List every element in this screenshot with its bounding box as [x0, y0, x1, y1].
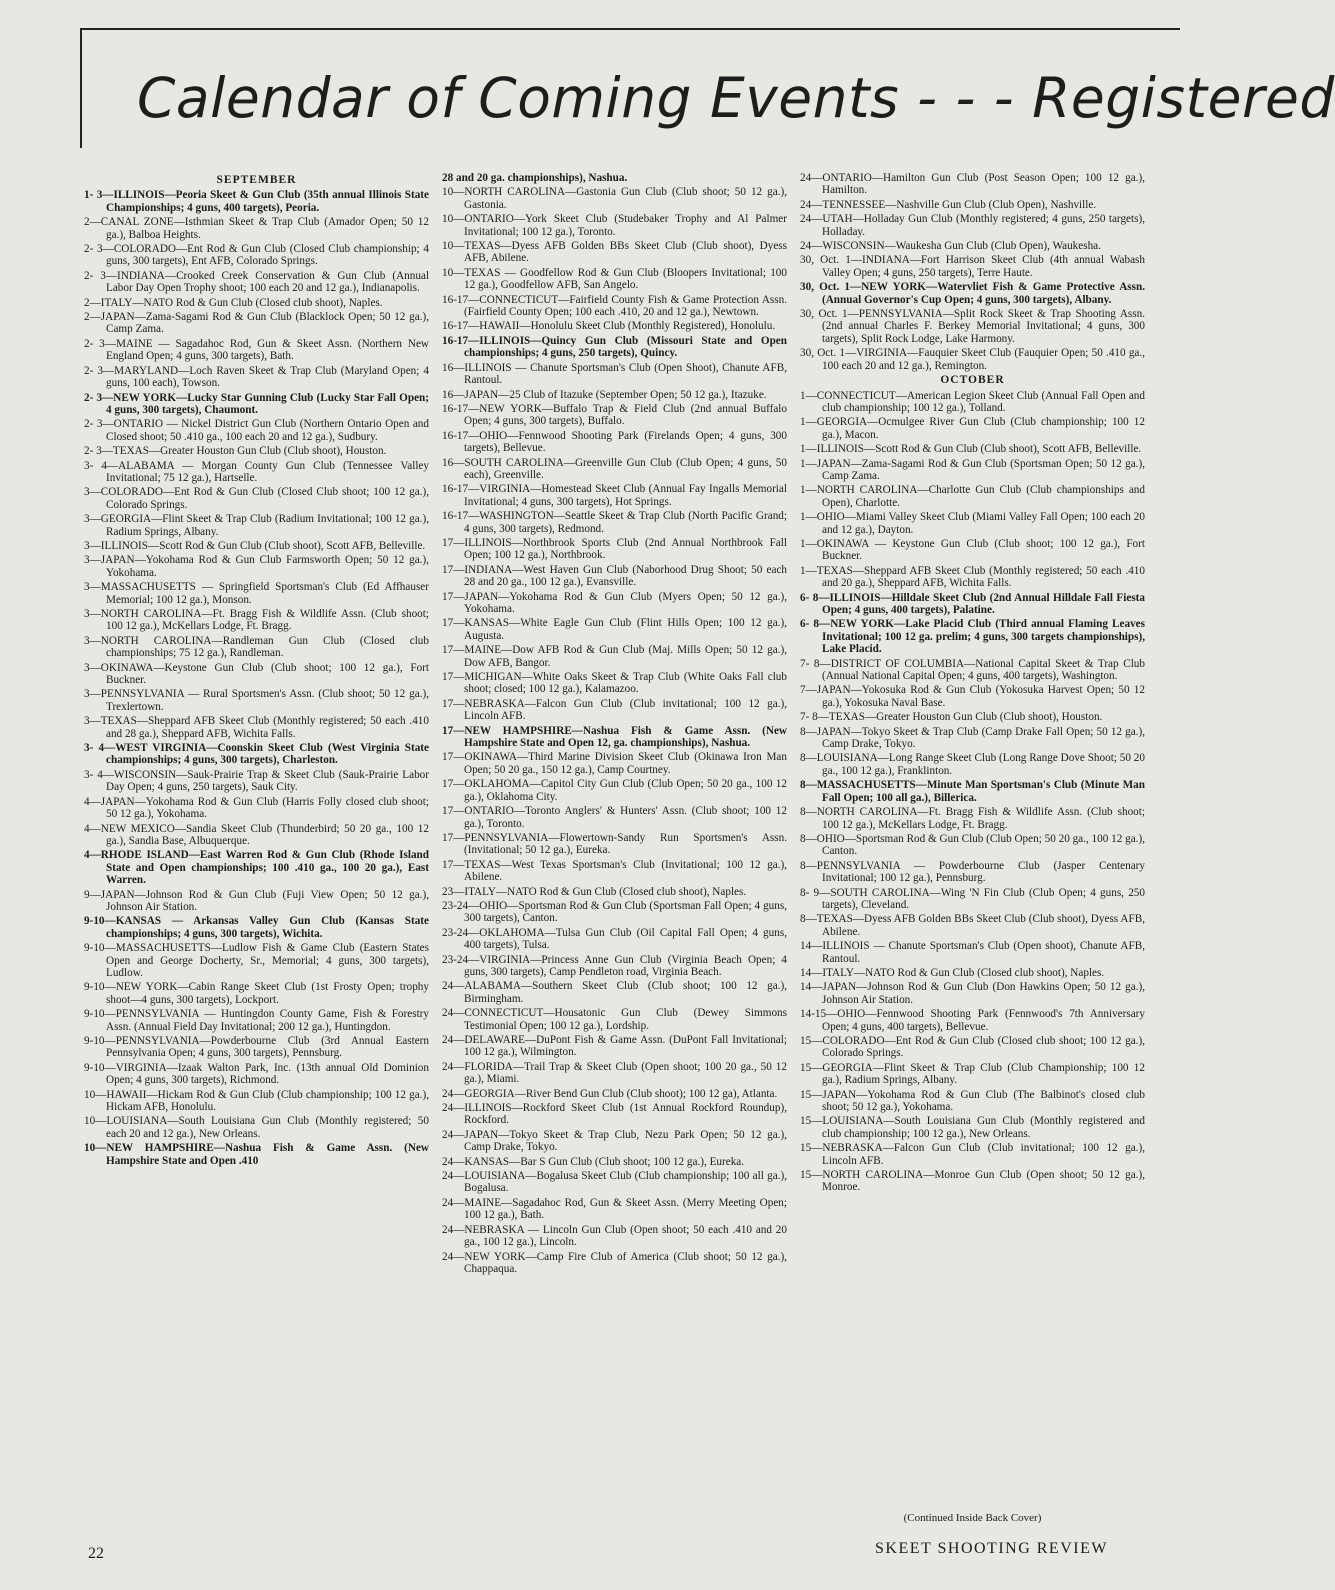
event-entry: 15—COLORADO—Ent Rod & Gun Club (Closed club shoot; 100 12 ga.), Colorado Springs.	[800, 1035, 1145, 1060]
page-number: 22	[88, 1545, 104, 1562]
event-entry: 28 and 20 ga. championships), Nashua.	[442, 172, 628, 184]
event-entry: 8—TEXAS—Dyess AFB Golden BBs Skeet Club (Club shoot), Dyess AFB, Abilene.	[800, 913, 1145, 938]
event-entry: 24—GEORGIA—River Bend Gun Club (Club shoot); 100 12 ga), Atlanta.	[442, 1087, 778, 1100]
event-entry: 3—TEXAS—Sheppard AFB Skeet Club (Monthly registered; 50 each .410 and 28 ga.), Sheppard AFB, Wichita Falls.	[84, 715, 429, 740]
month-heading: OCTOBER	[940, 374, 1005, 387]
event-entry: 10—TEXAS — Goodfellow Rod & Gun Club (Bloopers Invitational; 100 12 ga.), Goodfellow AFB, San Angelo.	[442, 266, 787, 292]
event-entry: 23-24—OKLAHOMA—Tulsa Gun Club (Oil Capital Fall Open; 4 guns, 400 targets), Tulsa.	[442, 926, 787, 952]
event-entry: 2—CANAL ZONE—Isthmian Skeet & Trap Club (Amador Open; 50 12 ga.), Balboa Heights.	[84, 216, 429, 241]
event-entry: 6- 8—ILLINOIS—Hilldale Skeet Club (2nd Annual Hilldale Fall Fiesta Open; 4 guns, 400 targets), Palatine.	[800, 591, 1145, 616]
event-entry: 30, Oct. 1—VIRGINIA—Fauquier Skeet Club (Fauquier Open; 50 .410 ga., 100 each 20 and 12 ga.), Remington.	[800, 347, 1145, 372]
event-entry: 24—ILLINOIS—Rockford Skeet Club (1st Annual Rockford Roundup), Rockford.	[442, 1102, 787, 1127]
event-entry: 3—COLORADO—Ent Rod & Gun Club (Closed Club shoot; 100 12 ga.), Colorado Springs.	[84, 486, 429, 511]
event-entry: 2—ITALY—NATO Rod & Gun Club (Closed club shoot), Naples.	[84, 296, 383, 309]
events-column-2	[442, 172, 787, 1277]
event-entry: 4—JAPAN—Yokohama Rod & Gun Club (Harris Folly closed club shoot; 50 12 ga.), Yokohama.	[84, 795, 429, 821]
event-entry: 15—JAPAN—Yokohama Rod & Gun Club (The Balbinot's closed club shoot; 50 12 ga.), Yokohama.	[800, 1088, 1145, 1114]
magazine-name: SKEET SHOOTING REVIEW	[875, 1540, 1108, 1557]
event-entry: 16-17—ILLINOIS—Quincy Gun Club (Missouri State and Open championships; 4 guns, 250 targets), Quincy.	[442, 334, 787, 360]
events-column-3	[800, 172, 1145, 1196]
event-entry: 24—JAPAN—Tokyo Skeet & Trap Club, Nezu Park Open; 50 12 ga.), Camp Drake, Tokyo.	[442, 1128, 787, 1154]
event-entry: 17—ILLINOIS—Northbrook Sports Club (2nd Annual Northbrook Fall Open; 100 12 ga.), Northbrook.	[442, 536, 787, 562]
event-entry: 17—ONTARIO—Toronto Anglers' & Hunters' Assn. (Club shoot; 100 12 ga.), Toronto.	[442, 805, 787, 830]
event-entry: 7—JAPAN—Yokosuka Rod & Gun Club (Yokosuka Harvest Open; 50 12 ga.), Yokosuka Naval Base.	[800, 684, 1145, 709]
event-entry: 3—GEORGIA—Flint Skeet & Trap Club (Radium Invitational; 100 12 ga.), Radium Springs, Albany.	[84, 513, 429, 538]
event-entry: 17—OKLAHOMA—Capitol City Gun Club (Club Open; 50 20 ga., 100 12 ga.), Oklahoma City.	[442, 778, 787, 803]
event-entry: 24—NEW YORK—Camp Fire Club of America (Club shoot; 50 12 ga.), Chappaqua.	[442, 1250, 787, 1275]
event-entry: 3—JAPAN—Yokohama Rod & Gun Club Farmsworth Open; 50 12 ga.), Yokohama.	[84, 554, 429, 579]
event-entry: 24—WISCONSIN—Waukesha Gun Club (Club Open), Waukesha.	[800, 240, 1101, 253]
event-entry: 15—GEORGIA—Flint Skeet & Trap Club (Club Championship; 100 12 ga.), Radium Springs, Albany.	[800, 1061, 1145, 1087]
event-entry: 16-17—WASHINGTON—Seattle Skeet & Trap Club (North Pacific Grand; 4 guns, 300 targets), Redmond.	[442, 510, 787, 535]
event-entry: 8—MASSACHUSETTS—Minute Man Sportsman's Club (Minute Man Fall Open; 100 all ga.), Billerica.	[800, 779, 1145, 804]
event-entry: 17—MAINE—Dow AFB Rod & Gun Club (Maj. Mills Open; 50 12 ga.), Dow AFB, Bangor.	[442, 644, 787, 669]
event-entry: 2- 3—NEW YORK—Lucky Star Gunning Club (Lucky Star Fall Open; 4 guns, 300 targets), Chaumont.	[84, 391, 429, 416]
event-entry: 1—TEXAS—Sheppard AFB Skeet Club (Monthly registered; 50 each .410 and 20 ga.), Sheppard AFB, Wichita Falls.	[800, 564, 1145, 590]
event-entry: 4—NEW MEXICO—Sandia Skeet Club (Thunderbird; 50 20 ga., 100 12 ga.), Sandia Base, Albuquerque.	[84, 822, 429, 847]
events-column-1	[84, 172, 429, 1169]
event-entry: 8- 9—SOUTH CAROLINA—Wing 'N Fin Club (Club Open; 4 guns, 250 targets), Cleveland.	[800, 886, 1145, 911]
event-entry: 14—ILLINOIS — Chanute Sportsman's Club (Open shoot), Chanute AFB, Rantoul.	[800, 940, 1145, 965]
event-entry: 24—DELAWARE—DuPont Fish & Game Assn. (DuPont Fall Invitational; 100 12 ga.), Wilmington.	[442, 1034, 787, 1059]
event-entry: 8—NORTH CAROLINA—Ft. Bragg Fish & Wildlife Assn. (Club shoot; 100 12 ga.), McKellars Lodge, Ft. Bragg.	[800, 806, 1145, 831]
event-entry: 2- 3—MAINE — Sagadahoc Rod, Gun & Skeet Assn. (Northern New England Open; 4 guns, 300 targets), Bath.	[84, 337, 429, 363]
event-entry: 9—JAPAN—Johnson Rod & Gun Club (Fuji View Open; 50 12 ga.), Johnson Air Station.	[84, 888, 429, 913]
event-entry: 16-17—CONNECTICUT—Fairfield County Fish & Game Protection Assn. (Fairfield County Open; 100 each .410, 20 and 12 ga.), Newtown.	[442, 293, 787, 319]
event-entry: 3—NORTH CAROLINA—Randleman Gun Club (Closed club championships; 75 12 ga.), Randleman.	[84, 634, 429, 660]
event-entry: 24—CONNECTICUT—Housatonic Gun Club (Dewey Simmons Testimonial Open; 100 12 ga.), Lordship.	[442, 1007, 787, 1032]
event-entry: 16-17—NEW YORK—Buffalo Trap & Field Club (2nd annual Buffalo Open; 4 guns, 300 targets), Buffalo.	[442, 402, 787, 428]
event-entry: 17—INDIANA—West Haven Gun Club (Naborhood Drug Shoot; 50 each 28 and 20 ga., 100 12 ga.), Evansville.	[442, 563, 787, 589]
event-entry: 2- 3—TEXAS—Greater Houston Gun Club (Club shoot), Houston.	[84, 445, 387, 458]
event-entry: 1—ILLINOIS—Scott Rod & Gun Club (Club shoot), Scott AFB, Belleville.	[800, 443, 1142, 456]
event-entry: 30, Oct. 1—NEW YORK—Watervliet Fish & Game Protective Assn. (Annual Governor's Cup Open; 4 guns, 300 targets), Albany.	[800, 281, 1145, 306]
event-entry: 3- 4—ALABAMA — Morgan County Gun Club (Tennessee Valley Invitational; 75 12 ga.), Hartselle.	[84, 459, 429, 484]
event-entry: 1—OHIO—Miami Valley Skeet Club (Miami Valley Fall Open; 100 each 20 and 12 ga.), Dayton.	[800, 511, 1145, 536]
event-entry: 7- 8—TEXAS—Greater Houston Gun Club (Club shoot), Houston.	[800, 711, 1103, 724]
event-entry: 10—HAWAII—Hickam Rod & Gun Club (Club championship; 100 12 ga.), Hickam AFB, Honolulu.	[84, 1088, 429, 1114]
event-entry: 15—NEBRASKA—Falcon Gun Club (Club invitational; 100 12 ga.), Lincoln AFB.	[800, 1142, 1145, 1167]
event-entry: 2- 3—ONTARIO — Nickel District Gun Club (Northern Ontario Open and Closed shoot; 50 .410 ga., 100 each 20 and 12 ga.), Sudbury.	[84, 418, 429, 443]
event-entry: 3- 4—WISCONSIN—Sauk-Prairie Trap & Skeet Club (Sauk-Prairie Labor Day Open; 4 guns, 250 targets), Sauk City.	[84, 768, 429, 794]
event-entry: 3- 4—WEST VIRGINIA—Coonskin Skeet Club (West Virginia State championships; 4 guns, 300 targets), Charleston.	[84, 742, 429, 767]
event-entry: 10—NEW HAMPSHIRE—Nashua Fish & Game Assn. (New Hampshire State and Open .410	[84, 1142, 429, 1167]
event-entry: 1—NORTH CAROLINA—Charlotte Gun Club (Club championships and Open), Charlotte.	[800, 484, 1145, 509]
event-entry: 8—OHIO—Sportsman Rod & Gun Club (Club Open; 50 20 ga., 100 12 ga.), Canton.	[800, 832, 1145, 858]
event-entry: 10—TEXAS—Dyess AFB Golden BBs Skeet Club (Club shoot), Dyess AFB, Abilene.	[442, 240, 787, 265]
event-entry: 17—PENNSYLVANIA—Flowertown-Sandy Run Sportsmen's Assn. (Invitational; 50 12 ga.), Eureka.	[442, 831, 787, 857]
event-entry: 9-10—PENNSYLVANIA—Powderbourne Club (3rd Annual Eastern Pennsylvania Open; 4 guns, 300 targets), Pennsburg.	[84, 1035, 429, 1060]
event-entry: 4—RHODE ISLAND—East Warren Rod & Gun Club (Rhode Island State and Open championships; 100 .410 ga., 100 20 ga.), East Warren.	[84, 849, 429, 887]
event-entry: 2- 3—MARYLAND—Loch Raven Skeet & Trap Club (Maryland Open; 4 guns, 100 each), Towson.	[84, 364, 429, 390]
event-entry: 10—ONTARIO—York Skeet Club (Studebaker Trophy and Al Palmer Invitational; 100 12 ga.), Toronto.	[442, 213, 787, 238]
event-entry: 23—ITALY—NATO Rod & Gun Club (Closed club shoot), Naples.	[442, 885, 747, 898]
event-entry: 17—TEXAS—West Texas Sportsman's Club (Invitational; 100 12 ga.), Abilene.	[442, 858, 787, 884]
event-entry: 1—GEORGIA—Ocmulgee River Gun Club (Club championship; 100 12 ga.), Macon.	[800, 416, 1145, 441]
month-heading: SEPTEMBER	[216, 174, 297, 186]
event-entry: 14—ITALY—NATO Rod & Gun Club (Closed club shoot), Naples.	[800, 966, 1105, 979]
event-entry: 17—NEW HAMPSHIRE—Nashua Fish & Game Assn. (New Hampshire State and Open 12, ga. championships), Nashua.	[442, 724, 787, 750]
event-entry: 24—FLORIDA—Trail Trap & Skeet Club (Open shoot; 100 20 ga., 50 12 ga.), Miami.	[442, 1060, 787, 1086]
event-entry: 30, Oct. 1—PENNSYLVANIA—Split Rock Skeet & Trap Shooting Assn. (2nd annual Charles F. Berkey Memorial Invitational; 4 guns, 300 targets), Split Rock Lodge, Lake Harmony.	[800, 308, 1145, 345]
event-entry: 3—ILLINOIS—Scott Rod & Gun Club (Club shoot), Scott AFB, Belleville.	[84, 539, 426, 552]
event-entry: 16—SOUTH CAROLINA—Greenville Gun Club (Club Open; 4 guns, 50 each), Greenville.	[442, 456, 787, 481]
event-entry: 14-15—OHIO—Fennwood Shooting Park (Fennwood's 7th Anniversary Open; 4 guns, 400 targets), Bellevue.	[800, 1008, 1145, 1033]
event-entry: 23-24—VIRGINIA—Princess Anne Gun Club (Virginia Beach Open; 4 guns, 300 targets), Camp Pendleton road, Virginia Beach.	[442, 953, 787, 978]
event-entry: 2—JAPAN—Zama-Sagami Rod & Gun Club (Blacklock Open; 50 12 ga.), Camp Zama.	[84, 311, 429, 336]
event-entry: 17—KANSAS—White Eagle Gun Club (Flint Hills Open; 100 12 ga.), Augusta.	[442, 617, 787, 642]
event-entry: 24—KANSAS—Bar S Gun Club (Club shoot; 100 12 ga.), Eureka.	[442, 1155, 745, 1168]
event-entry: 8—JAPAN—Tokyo Skeet & Trap Club (Camp Drake Fall Open; 50 12 ga.), Camp Drake, Tokyo.	[800, 725, 1145, 751]
event-entry: 2- 3—INDIANA—Crooked Creek Conservation & Gun Club (Annual Labor Day Open Trophy shoot; 100 each 20 and 12 ga.), Indianapolis.	[84, 269, 429, 295]
title-banner	[80, 28, 1335, 148]
event-entry: 9-10—NEW YORK—Cabin Range Skeet Club (1st Frosty Open; trophy shoot—4 guns, 300 targets), Lockport.	[84, 981, 429, 1006]
event-entry: 16-17—HAWAII—Honolulu Skeet Club (Monthly Registered), Honolulu.	[442, 320, 776, 333]
event-entry: 6- 8—NEW YORK—Lake Placid Club (Third annual Flaming Leaves Invitational; 100 12 ga. prelim; 4 guns, 300 targets championships), Lake Placid.	[800, 618, 1145, 656]
event-entry: 7- 8—DISTRICT OF COLUMBIA—National Capital Skeet & Trap Club (Annual National Capital Open; 4 guns, 400 targets), Washington.	[800, 657, 1145, 683]
event-entry: 24—NEBRASKA — Lincoln Gun Club (Open shoot; 50 each .410 and 20 ga., 100 12 ga.), Lincoln.	[442, 1223, 787, 1249]
event-entry: 15—LOUISIANA—South Louisiana Gun Club (Monthly registered and club championship; 100 12 ga.), New Orleans.	[800, 1115, 1145, 1140]
event-entry: 30, Oct. 1—INDIANA—Fort Harrison Skeet Club (4th annual Wabash Valley Open; 4 guns, 250 targets), Terre Haute.	[800, 254, 1145, 279]
event-entry: 10—NORTH CAROLINA—Gastonia Gun Club (Club shoot; 50 12 ga.), Gastonia.	[442, 186, 787, 211]
event-entry: 17—MICHIGAN—White Oaks Skeet & Trap Club (White Oaks Fall club shoot; closed; 100 12 ga.), Kalamazoo.	[442, 671, 787, 696]
event-entry: 23-24—OHIO—Sportsman Rod & Gun Club (Sportsman Fall Open; 4 guns, 300 targets), Canton.	[442, 899, 787, 925]
event-entry: 9-10—KANSAS — Arkansas Valley Gun Club (Kansas State championships; 4 guns, 300 targets), Wichita.	[84, 915, 429, 940]
event-entry: 3—OKINAWA—Keystone Gun Club (Club shoot; 100 12 ga.), Fort Buckner.	[84, 661, 429, 687]
event-entry: 9-10—MASSACHUSETTS—Ludlow Fish & Game Club (Eastern States Open and George Docherty, Sr., Memorial; 4 guns, 300 targets), Ludlow.	[84, 942, 429, 979]
page-title: Calendar of Coming Events - - - Registered	[137, 66, 1335, 130]
event-entry: 17—JAPAN—Yokohama Rod & Gun Club (Myers Open; 50 12 ga.), Yokohama.	[442, 590, 787, 615]
event-entry: 1- 3—ILLINOIS—Peoria Skeet & Gun Club (35th annual Illinois State Championships; 4 guns, 400 targets), Peoria.	[84, 189, 429, 214]
continued-note: (Continued Inside Back Cover)	[903, 1512, 1042, 1524]
event-entry: 3—NORTH CAROLINA—Ft. Bragg Fish & Wildlife Assn. (Club shoot; 100 12 ga.), McKellars Lodge, Ft. Bragg.	[84, 608, 429, 633]
event-entry: 16—ILLINOIS — Chanute Sportsman's Club (Open Shoot), Chanute AFB, Rantoul.	[442, 361, 787, 387]
event-entry: 16—JAPAN—25 Club of Itazuke (September Open; 50 12 ga.), Itazuke.	[442, 388, 767, 401]
event-entry: 17—NEBRASKA—Falcon Gun Club (Club invitational; 100 12 ga.), Lincoln AFB.	[442, 697, 787, 723]
event-entry: 24—ONTARIO—Hamilton Gun Club (Post Season Open; 100 12 ga.), Hamilton.	[800, 172, 1145, 197]
event-entry: 24—ALABAMA—Southern Skeet Club (Club shoot; 100 12 ga.), Birmingham.	[442, 980, 787, 1005]
event-entry: 24—MAINE—Sagadahoc Rod, Gun & Skeet Assn. (Merry Meeting Open; 100 12 ga.), Bath.	[442, 1196, 787, 1222]
event-entry: 8—PENNSYLVANIA — Powderbourne Club (Jasper Centenary Invitational; 100 12 ga.), Pennsburg.	[800, 859, 1145, 885]
event-entry: 3—PENNSYLVANIA — Rural Sportsmen's Assn. (Club shoot; 50 12 ga.), Trexlertown.	[84, 688, 429, 713]
event-entry: 15—NORTH CAROLINA—Monroe Gun Club (Open shoot; 50 12 ga.), Monroe.	[800, 1169, 1145, 1194]
event-entry: 24—TENNESSEE—Nashville Gun Club (Club Open), Nashville.	[800, 198, 1097, 211]
event-entry: 14—JAPAN—Johnson Rod & Gun Club (Don Hawkins Open; 50 12 ga.), Johnson Air Station.	[800, 981, 1145, 1006]
event-entry: 16-17—OHIO—Fennwood Shooting Park (Firelands Open; 4 guns, 300 targets), Bellevue.	[442, 429, 787, 455]
event-entry: 16-17—VIRGINIA—Homestead Skeet Club (Annual Fay Ingalls Memorial Invitational; 4 guns, 300 targets), Hot Springs.	[442, 483, 787, 508]
event-entry: 8—LOUISIANA—Long Range Skeet Club (Long Range Dove Shoot; 50 20 ga., 100 12 ga.), Franklinton.	[800, 752, 1145, 777]
event-entry: 3—MASSACHUSETTS — Springfield Sportsman's Club (Ed Affhauser Memorial; 100 12 ga.), Monson.	[84, 581, 429, 606]
event-entry: 2- 3—COLORADO—Ent Rod & Gun Club (Closed Club championship; 4 guns, 300 targets), Ent AFB, Colorado Springs.	[84, 243, 429, 268]
event-entry: 10—LOUISIANA—South Louisiana Gun Club (Monthly registered; 50 each 20 and 12 ga.), New Orleans.	[84, 1115, 429, 1140]
event-entry: 9-10—VIRGINIA—Izaak Walton Park, Inc. (13th annual Old Dominion Open; 4 guns, 300 targets), Richmond.	[84, 1061, 429, 1087]
event-entry: 24—LOUISIANA—Bogalusa Skeet Club (Club championship; 100 all ga.), Bogalusa.	[442, 1170, 787, 1195]
event-entry: 9-10—PENNSYLVANIA — Huntingdon County Game, Fish & Forestry Assn. (Annual Field Day Invitational; 200 12 ga.), Huntingdon.	[84, 1008, 429, 1033]
event-entry: 17—OKINAWA—Third Marine Division Skeet Club (Okinawa Iron Man Open; 50 20 ga., 150 12 ga.), Camp Courtney.	[442, 751, 787, 776]
event-entry: 1—JAPAN—Zama-Sagami Rod & Gun Club (Sportsman Open; 50 12 ga.), Camp Zama.	[800, 457, 1145, 482]
event-entry: 24—UTAH—Holladay Gun Club (Monthly registered; 4 guns, 250 targets), Holladay.	[800, 213, 1145, 238]
event-entry: 1—OKINAWA — Keystone Gun Club (Club shoot; 100 12 ga.), Fort Buckner.	[800, 537, 1145, 563]
event-entry: 1—CONNECTICUT—American Legion Skeet Club (Annual Fall Open and club championship; 100 12 ga.), Tolland.	[800, 389, 1145, 414]
